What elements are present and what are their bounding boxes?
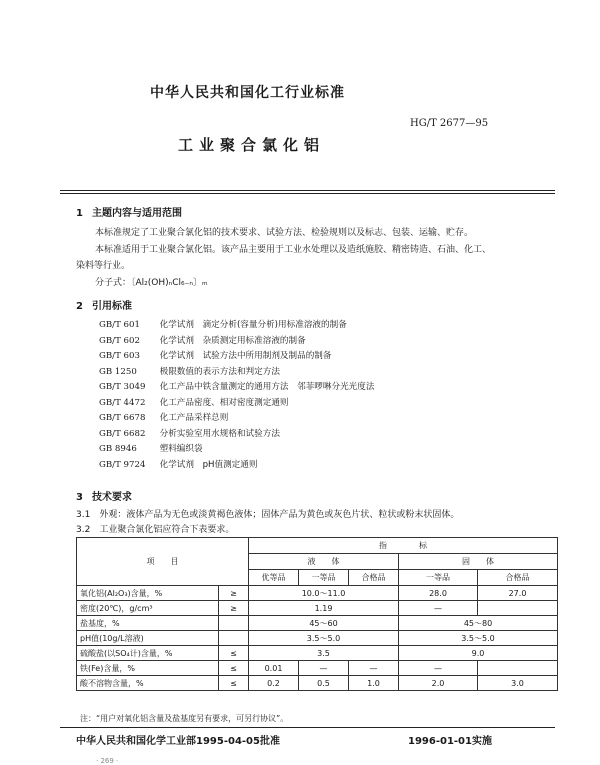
grade-cell: 合格品 [478, 570, 558, 586]
value-cell: 1.0 [349, 676, 399, 691]
section-1-heading [76, 204, 182, 219]
section-1-paragraph-2-cont: 染料等行业。 [76, 261, 131, 271]
item-cell: 铁(Fe)含量，% [77, 661, 219, 676]
reference-item [99, 334, 374, 350]
standard-number: HG/T 2677—95 [410, 118, 489, 129]
value-cell: 0.2 [249, 676, 299, 691]
section-1-paragraph-2: 本标准适用于工业聚合氯化铝。该产品主要用于工业水处理以及造纸施胶、精密铸造、石油、化工、 [95, 245, 492, 255]
value-cell: 27.0 [478, 586, 558, 601]
specification-table [76, 537, 558, 691]
value-cell: 0.5 [299, 676, 349, 691]
section-3-heading [76, 488, 132, 503]
value-cell: 10.0～11.0 [249, 586, 399, 601]
table-row [77, 631, 558, 646]
table-header-row [77, 538, 558, 554]
table-note: 注：“用户对氧化铝含量及盐基度另有要求，可另行协议”。 [80, 714, 289, 723]
reference-code: GB/T 603 [99, 351, 140, 361]
reference-title: 化工产品采样总则 [159, 413, 229, 423]
grade-cell: 优等品 [249, 570, 299, 586]
value-cell: 28.0 [399, 586, 478, 601]
reference-title: 化工产品中铁含量测定的通用方法 邻菲啰啉分光光度法 [159, 382, 375, 392]
reference-item [99, 396, 374, 412]
reference-code: GB 1250 [99, 366, 137, 377]
grade-cell: 一等品 [299, 570, 349, 586]
section-title: 引用标准 [92, 301, 132, 312]
grade-cell: 一等品 [399, 570, 478, 586]
reference-item [99, 318, 374, 334]
value-cell: 2.0 [399, 676, 478, 691]
reference-code: GB/T 602 [99, 335, 140, 346]
reference-list [99, 318, 374, 473]
operator-cell: ≤ [219, 646, 249, 661]
section-number: 2 [76, 301, 83, 312]
reference-item [99, 349, 374, 365]
header-liquid-cell: 液 体 [249, 554, 399, 570]
operator-cell: ≤ [219, 661, 249, 676]
table-row [77, 676, 558, 691]
value-cell: 1.19 [249, 601, 399, 616]
item-cell: 密度(20℃)，g/cm³ [77, 601, 219, 616]
reference-title: 化学试剂 杂质测定用标准溶液的制备 [159, 335, 306, 346]
clause-3-2: 3.2 工业聚合氯化铝应符合下表要求。 [76, 525, 235, 535]
reference-title: 化学试剂 pH值测定通则 [159, 459, 258, 470]
value-cell: 3.0 [478, 676, 558, 691]
table-row [77, 586, 558, 601]
value-cell: — [349, 661, 399, 676]
value-cell: — [299, 661, 349, 676]
table-row [77, 661, 558, 676]
item-cell: 氧化铝(Al₂O₃)含量，% [77, 586, 219, 601]
operator-cell: ≤ [219, 676, 249, 691]
reference-title: 化工产品密度、相对密度测定通则 [159, 397, 289, 408]
value-cell: 3.5 [249, 646, 399, 661]
reference-code: GB/T 601 [99, 320, 140, 330]
table-row [77, 601, 558, 616]
value-cell: 0.01 [249, 661, 299, 676]
page-number: · 269 · [96, 757, 119, 765]
header-indicator-cell: 指 标 [249, 538, 558, 554]
operator-cell: ≥ [219, 586, 249, 601]
value-cell: 45～60 [249, 616, 399, 631]
operator-cell: ≥ [219, 601, 249, 616]
item-cell: pH值(10g/L溶液) [77, 631, 219, 646]
reference-code: GB/T 6678 [99, 413, 146, 423]
reference-title: 分析实验室用水规格和试验方法 [159, 428, 280, 439]
reference-code: GB/T 3049 [99, 382, 146, 392]
reference-code: GB/T 4472 [99, 397, 146, 408]
section-title: 主题内容与适用范围 [92, 208, 182, 219]
clause-3-1: 3.1 外观：液体产品为无色或淡黄褐色液体；固体产品为黄色或灰色片状、粒状或粉末状固体。 [76, 510, 460, 520]
value-cell: — [399, 601, 478, 616]
effective-date: 1996-01-01实施 [408, 736, 492, 747]
reference-item [99, 458, 374, 474]
industry-standard-heading: 中华人民共和国化工行业标准 [150, 85, 345, 101]
grade-cell: 合格品 [349, 570, 399, 586]
operator-cell [219, 631, 249, 646]
reference-code: GB 8946 [99, 444, 137, 454]
header-divider-bottom [60, 193, 555, 194]
reference-code: GB/T 6682 [99, 428, 146, 439]
value-cell: — [399, 661, 478, 676]
value-cell: 3.5～5.0 [249, 631, 399, 646]
table-row [77, 616, 558, 631]
approval-statement: 中华人民共和国化学工业部1995-04-05批准 [76, 736, 280, 747]
item-cell: 盐基度，% [77, 616, 219, 631]
reference-title: 极限数值的表示方法和判定方法 [159, 366, 280, 377]
section-1-paragraph-1: 本标准规定了工业聚合氯化铝的技术要求、试验方法、检验规则以及标志、包装、运输、贮存。 [95, 228, 474, 238]
reference-item [99, 365, 374, 381]
section-title: 技术要求 [92, 492, 132, 503]
operator-cell [219, 616, 249, 631]
section-number: 3 [76, 492, 83, 503]
value-cell [478, 601, 558, 616]
reference-item [99, 442, 374, 458]
reference-item [99, 380, 374, 396]
header-item-cell: 项 目 [77, 538, 249, 586]
value-cell: 45～80 [399, 616, 558, 631]
section-number: 1 [76, 208, 83, 219]
reference-item [99, 427, 374, 443]
header-divider-top [60, 190, 555, 191]
value-cell [478, 661, 558, 676]
footer-divider [60, 727, 555, 728]
table-row [77, 646, 558, 661]
molecular-formula: 分子式：〔Al₂(OH)ₙCl₆₋ₙ〕ₘ [95, 278, 208, 288]
reference-title: 化学试剂 滴定分析(容量分析)用标准溶液的制备 [159, 320, 347, 330]
reference-code: GB/T 9724 [99, 459, 146, 470]
value-cell: 3.5～5.0 [399, 631, 558, 646]
document-title: 工业聚合氯化铝 [178, 136, 326, 154]
reference-item [99, 411, 374, 427]
item-cell: 硫酸盐(以SO₄计)含量，% [77, 646, 219, 661]
section-2-heading [76, 297, 132, 312]
item-cell: 酸不溶物含量，% [77, 676, 219, 691]
reference-title: 塑料编织袋 [159, 444, 203, 454]
reference-title: 化学试剂 试验方法中所用制剂及制品的制备 [159, 351, 332, 361]
header-solid-cell: 固 体 [399, 554, 558, 570]
value-cell: 9.0 [399, 646, 558, 661]
